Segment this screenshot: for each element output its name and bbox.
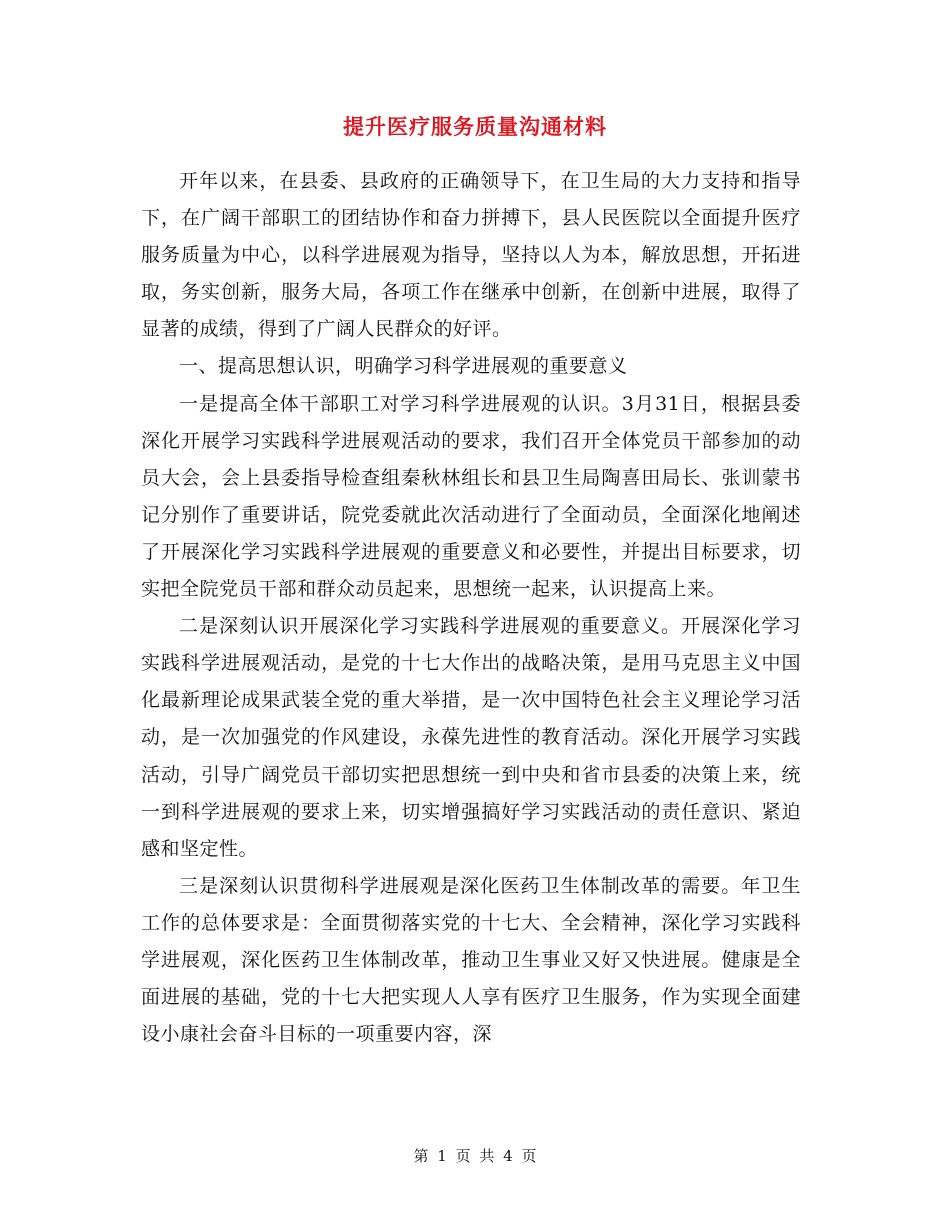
paragraph-point-1: 一是提高全体干部职工对学习科学进展观的认识。3月31日，根据县委深化开展学习实践科学进展观活动的要求，我们召开全体党员干部参加的动员大会，会上县委指导检查组秦秋林组长和县卫生局陶喜田局长、张训蒙书记分别作了重要讲话，院党委就此次活动进行了全面动员，全面深化地阐述了开展深化学习实践科学进展观的重要意义和必要性，并提出目标要求，切实把全院党员干部和群众动员起来，思想统一起来，认识提高上来。 (141, 392, 801, 601)
section-heading-1: 一、提高思想认识，明确学习科学进展观的重要意义 (179, 355, 628, 378)
paragraph-point-2: 二是深刻认识开展深化学习实践科学进展观的重要意义。开展深化学习实践科学进展观活动，是党的十七大作出的战略决策，是用马克思主义中国化最新理论成果武装全党的重大举措，是一次中国特色社会主义理论学习活动，是一次加强党的作风建设，永葆先进性的教育活动。深化开展学习实践活动，引导广阔党员干部切实把思想统一到中央和省市县委的决策上来，统一到科学进展观的要求上来，切实增强搞好学习实践活动的责任意识、紧迫感和坚定性。 (141, 615, 801, 860)
paragraph-point-3: 三是深刻认识贯彻科学进展观是深化医药卫生体制改革的需要。年卫生工作的总体要求是：全面贯彻落实党的十七大、全会精神，深化学习实践科学进展观，深化医药卫生体制改革，推动卫生事业又好又快进展。健康是全面进展的基础，党的十七大把实现人人享有医疗卫生服务，作为实现全面建设小康社会奋斗目标的一项重要内容，深 (141, 874, 801, 1046)
document-title: 提升医疗服务质量沟通材料 (343, 114, 607, 139)
document-body (141, 163, 801, 1053)
page-number-footer: 第 1 页 共 4 页 (413, 1147, 537, 1165)
paragraph-intro: 开年以来，在县委、县政府的正确领导下，在卫生局的大力支持和指导下，在广阔干部职工的团结协作和奋力拼搏下，县人民医院以全面提升医疗服务质量为中心，以科学进展观为指导，坚持以人为本，解放思想，开拓进取，务实创新，服务大局，各项工作在继承中创新，在创新中进展，取得了显著的成绩，得到了广阔人民群众的好评。 (141, 170, 801, 341)
